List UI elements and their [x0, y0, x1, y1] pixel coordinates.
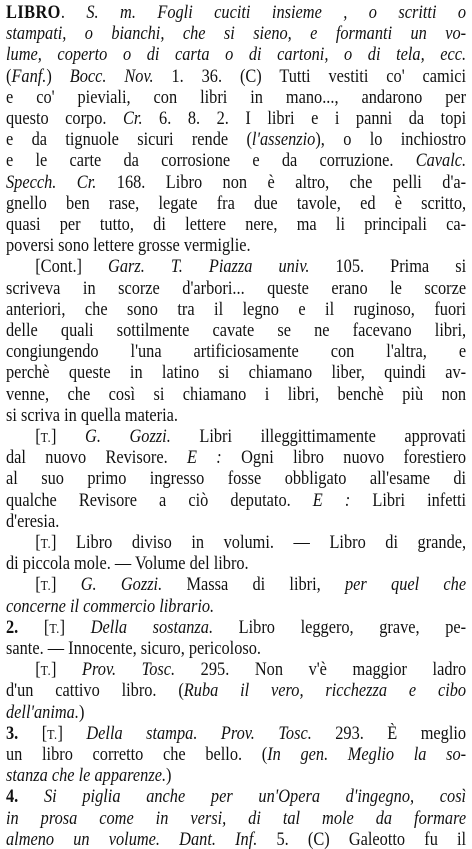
text-line: [6, 87, 466, 109]
text-line: [6, 299, 466, 321]
text-line: [6, 702, 466, 724]
text-segment: scriveva in scorze d'arbori... queste erano le scorze: [6, 277, 467, 299]
text-segment: lume, coperto o di carta o di cartoni, o di tela, ecc.: [6, 44, 467, 66]
text-segment: Si piglia anche per un'Opera d'ingegno, così: [43, 786, 467, 808]
text-segment: Libri illeggittimamente approvati: [170, 426, 467, 447]
text-segment: ]: [51, 574, 81, 596]
text-segment: ]: [59, 616, 91, 638]
text-segment: G. Gozzi.: [85, 426, 171, 447]
text-line: [6, 129, 466, 151]
text-segment: si scriva in quella materia.: [6, 404, 178, 426]
text-line: [6, 574, 466, 596]
text-segment: Fanf.: [11, 65, 47, 87]
text-segment: T.: [40, 537, 52, 552]
text-line: [6, 553, 466, 575]
text-segment: Massa di libri,: [162, 574, 346, 596]
text-segment: 3.: [6, 722, 42, 744]
text-segment: 168. Libro non è altro, che pelli d'a-: [96, 171, 467, 193]
text-line: [6, 468, 466, 490]
text-segment: 105. Prima si: [309, 256, 467, 278]
text-segment: stanza che le apparenze.: [6, 765, 167, 787]
text-segment: Specch. Cr.: [6, 171, 97, 193]
text-line: [6, 744, 466, 766]
text-segment: delle quali sottilmente cavate se ne facevano libri,: [6, 320, 467, 341]
text-line: [6, 596, 466, 618]
text-segment: dal nuovo Revisore.: [6, 447, 187, 469]
text-segment: ]: [51, 659, 83, 681]
text-segment: Libro leggero, grave, pe-: [213, 616, 467, 638]
text-segment: d'un cattivo libro. (: [6, 680, 184, 702]
text-segment: stampati, o bianchi, che si sieno, e formanti un vo-: [6, 23, 467, 45]
text-segment: in prosa come in versi, di tal mole da formare: [6, 807, 467, 829]
text-segment: d'eresia.: [6, 510, 60, 532]
text-segment: questo corpo.: [6, 108, 124, 129]
text-line: [6, 405, 466, 427]
text-segment: T.: [49, 621, 60, 637]
text-segment: T.: [40, 664, 52, 680]
text-segment: ), o lo inchiostro: [315, 129, 467, 151]
text-line: [6, 2, 466, 24]
text-line: [6, 193, 466, 215]
text-line: [6, 723, 466, 745]
text-line: [6, 66, 466, 88]
text-segment: ]: [57, 722, 87, 744]
text-segment: almeno un volume. Dant. Inf.: [6, 828, 258, 849]
text-segment: di piccola mole. — Volume del libro.: [6, 553, 249, 575]
text-line: [6, 426, 466, 448]
text-segment: Della stampa. Prov. Tosc.: [86, 722, 312, 744]
text-segment: Garz. T. Piazza univ.: [108, 256, 310, 278]
text-segment: perchè queste in latino si chiamano liber, quindi av-: [6, 362, 467, 384]
text-line: [6, 490, 466, 512]
text-segment: al suo primo ingresso fosse obbligato all'esame di: [6, 468, 467, 490]
text-segment: .: [60, 2, 87, 23]
text-segment: (: [6, 65, 12, 87]
text-segment: qualche Revisore a ciò deputato.: [6, 489, 313, 511]
text-line: [6, 362, 466, 384]
text-line: [6, 172, 466, 194]
text-line: [6, 638, 466, 660]
text-segment: T.: [40, 431, 52, 446]
text-line: [6, 235, 466, 257]
text-line: [6, 659, 466, 681]
text-line: [6, 617, 466, 639]
text-line: [6, 278, 466, 300]
text-line: [6, 808, 466, 830]
text-segment: Ruba il vero, ricchezza e cibo: [183, 680, 467, 702]
text-segment: venne, che così si chiamano i libri, benchè più non: [6, 383, 467, 405]
text-segment: Ogni libro nuovo forestiero: [221, 447, 467, 469]
text-line: [6, 786, 466, 808]
text-line: [6, 384, 466, 406]
text-line: [6, 108, 466, 130]
text-segment: S. m. Fogli cuciti insieme , o scritti o: [86, 2, 467, 23]
text-line: [6, 341, 466, 363]
text-segment: [: [35, 532, 41, 553]
text-segment: [: [35, 574, 41, 596]
text-segment: 5. (C) Galeotto fu il: [257, 828, 467, 849]
text-line: [6, 511, 466, 533]
text-segment: e le carte da corrosione e da corruzione.: [6, 150, 416, 172]
text-segment: E :: [186, 447, 222, 469]
text-segment: T.: [40, 579, 52, 595]
text-segment: sante. — Innocente, sicuro, pericoloso.: [6, 638, 262, 659]
text-line: [6, 320, 466, 342]
text-segment: gnello ben rase, legate fra due tavole, ed è scritto,: [6, 192, 467, 214]
text-line: [6, 680, 466, 702]
text-segment: un libro corretto che bello. (: [6, 744, 268, 765]
text-segment: 2.: [6, 616, 44, 638]
text-line: [6, 447, 466, 469]
text-line: [6, 23, 466, 45]
text-segment: l'assenzio: [251, 129, 316, 151]
text-segment: anteriori, che sono tra il legno e il ruginoso, fuori: [6, 298, 467, 320]
text-line: [6, 829, 466, 849]
text-segment: congiungendo l'una artificiosamente con l'altra, e: [6, 341, 467, 363]
text-segment: 6. 8. 2. I libri e i panni da topi: [142, 108, 467, 129]
text-segment: e co' pieviali, con libri in mano..., andarono per: [6, 86, 467, 108]
text-segment: Libri infetti: [350, 489, 467, 511]
text-segment: ): [78, 701, 85, 723]
text-segment: T.: [47, 727, 58, 743]
text-segment: quasi per tutto, di lettere nere, ma li principali ca-: [6, 214, 467, 235]
text-segment: Prov. Tosc.: [82, 659, 176, 681]
text-line: [6, 256, 466, 278]
text-segment: [: [41, 722, 48, 744]
text-segment: In gen. Meglio la so-: [267, 744, 467, 765]
text-segment: [: [35, 659, 41, 681]
text-segment: G. Gozzi.: [80, 574, 163, 596]
text-segment: ): [166, 765, 172, 787]
text-segment: [Cont.]: [35, 256, 109, 278]
text-line: [6, 44, 466, 66]
text-line: [6, 150, 466, 172]
headword: LIBRO: [6, 2, 61, 23]
text-segment: poversi sono lettere grosse vermiglie.: [6, 235, 251, 257]
text-segment: Bocc. Nov.: [69, 65, 154, 87]
text-line: [6, 532, 466, 554]
text-segment: ]: [51, 426, 86, 447]
text-line: [6, 214, 466, 236]
text-segment: dell'anima.: [6, 701, 79, 723]
text-segment: [: [43, 616, 50, 638]
text-segment: Della sostanza.: [90, 616, 214, 638]
text-segment: E :: [312, 489, 351, 511]
text-segment: [: [35, 426, 41, 447]
text-segment: Cr.: [123, 108, 143, 129]
text-segment: per quel che: [345, 574, 467, 596]
text-segment: ] Libro diviso in volumi. — Libro di grande,: [51, 532, 467, 553]
text-segment: e da tignuole sicuri rende (: [6, 129, 252, 151]
text-segment: concerne il commercio librario.: [6, 595, 215, 617]
text-segment: 295. Non v'è maggior ladro: [175, 659, 467, 681]
text-segment: 293. È meglio: [311, 722, 467, 744]
text-segment: ): [46, 65, 70, 87]
text-segment: 4.: [6, 786, 44, 808]
text-segment: 1. 36. (C) Tutti vestiti co' camici: [153, 65, 467, 87]
text-segment: Cavalc.: [415, 150, 467, 172]
text-line: [6, 765, 466, 787]
